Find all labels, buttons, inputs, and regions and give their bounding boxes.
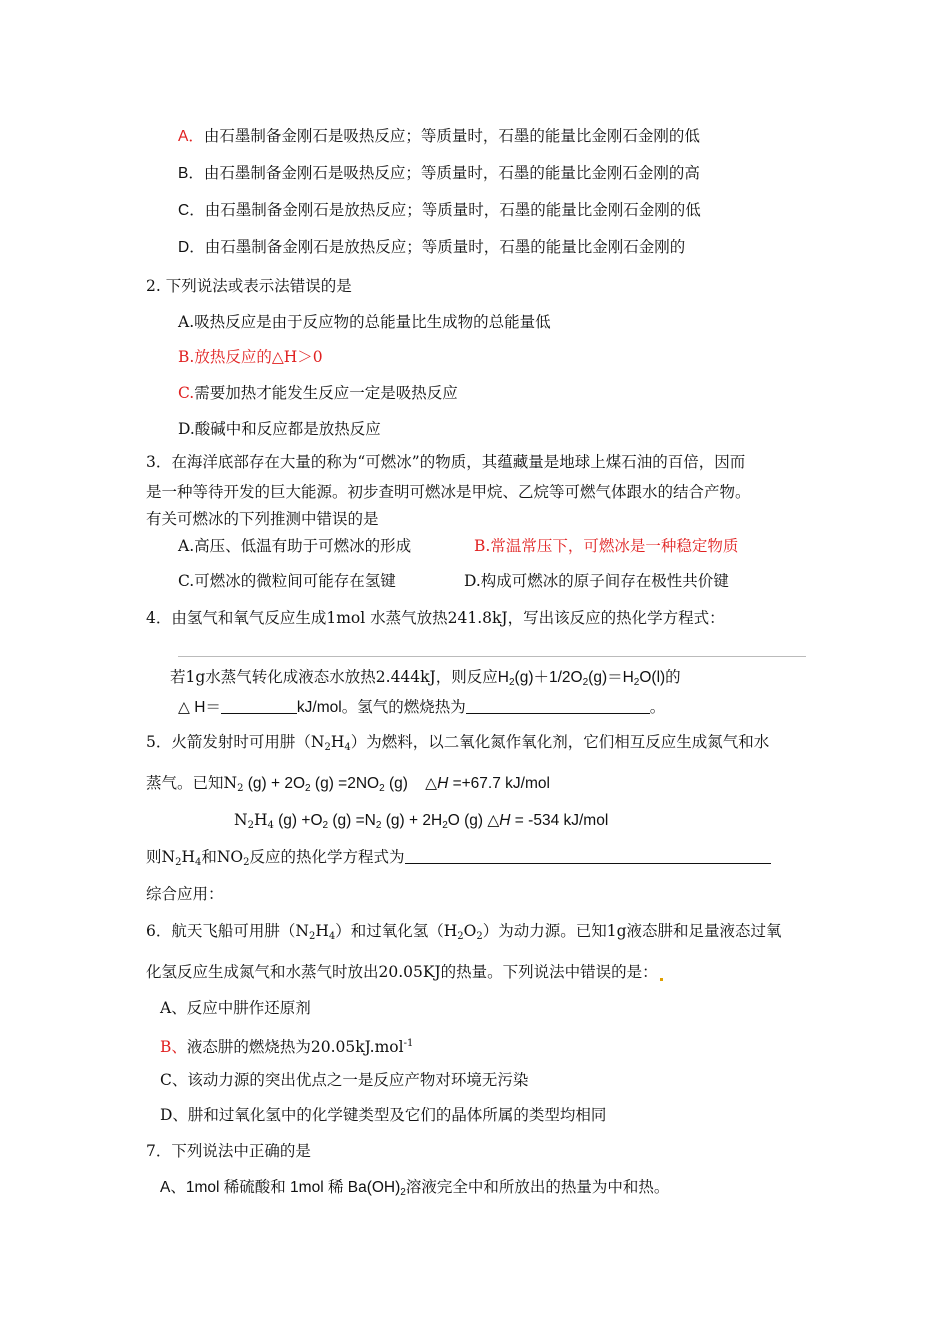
text: 反应的热化学方程式为 <box>249 848 405 866</box>
eq-part: (g)＝H <box>588 669 634 686</box>
q1-option-b <box>178 163 700 184</box>
q7-option-a <box>160 1178 669 1203</box>
text: 。 <box>649 699 666 716</box>
q5-stem <box>146 732 769 758</box>
text: ）为动力源。已知1g液态肼和足量液态过氧 <box>482 922 782 940</box>
subscript: 2 <box>633 677 640 688</box>
text: 若1g水蒸气转化成液态水放热2.444kJ，则反应 <box>170 668 498 686</box>
q3-option-c <box>178 571 396 591</box>
text: 5．火箭发射时可用肼（N <box>146 733 325 751</box>
subscript: 4 <box>267 820 274 831</box>
superscript: -1 <box>403 1038 414 1049</box>
equation <box>498 669 681 686</box>
subscript: 2 <box>324 742 331 753</box>
option-letter: B、 <box>160 1038 187 1056</box>
subscript: 2 <box>237 783 244 794</box>
subscript: 2 <box>508 677 515 688</box>
subscript: 2 <box>322 820 329 831</box>
option-letter: C. <box>178 384 195 402</box>
text: kJ/mol。氢气的燃烧热为 <box>296 699 466 716</box>
eq-part: (g) + 2O <box>243 775 306 792</box>
q2-stem: 2. 下列说法或表示法错误的是 <box>146 277 352 295</box>
text: 溶液完全中和所放出的热量为中和热。 <box>405 1179 670 1196</box>
eq-part: (g) +O <box>273 812 323 829</box>
q3-option-d: D.构成可燃冰的原子间存在极性共价键 <box>464 572 729 590</box>
option-text: 由石墨制备金刚石是放热反应；等质量时，石墨的能量比金刚石金刚的 <box>204 238 686 256</box>
option-text: C.可燃冰的微粒间可能存在氢键 <box>178 572 396 590</box>
q2-option-c <box>178 383 458 403</box>
q5-ask <box>146 847 771 873</box>
subscript: 2 <box>457 931 464 942</box>
eq-part: (g) =N <box>328 812 376 829</box>
q1-option-a <box>178 126 700 147</box>
option-letter: D． <box>178 239 205 256</box>
text: A、1mol 稀硫酸和 1mol 稀 Ba(OH) <box>160 1179 401 1196</box>
subscript: 2 <box>476 931 483 942</box>
q5-equation-1 <box>146 773 550 799</box>
mark-dot <box>660 978 663 981</box>
text: ）和过氧化氢（H <box>335 922 458 940</box>
eq-part: = -534 kJ/mol <box>510 812 609 829</box>
text: 6．航天飞船可用肼（N <box>146 922 309 940</box>
option-letter: B． <box>178 165 204 182</box>
eq-part: (g) =2NO <box>310 775 380 792</box>
text: 则N <box>146 848 176 866</box>
q1-option-c <box>178 200 701 221</box>
text: 蒸气。已知N <box>146 774 238 792</box>
option-letter: C． <box>178 202 205 219</box>
q4-stem: 4．由氢气和氧气反应生成1mol 水蒸气放热241.8kJ，写出该反应的热化学方程式： <box>146 609 725 627</box>
subscript: 2 <box>442 820 448 831</box>
text: ）为燃料，以二氧化氮作氧化剂，它们相互反应生成氮气和水 <box>350 733 770 751</box>
text: △ H＝ <box>178 699 221 716</box>
subscript: 4 <box>194 857 202 868</box>
subscript: 4 <box>328 931 336 942</box>
text: 化氢反应生成氮气和水蒸气时放出20.05KJ的热量。下列说法中错误的是： <box>146 963 658 981</box>
eq-part: (g) △ <box>384 775 438 792</box>
equation <box>243 775 549 792</box>
q6-option-d: D、肼和过氧化氢中的化学键类型及它们的晶体所属的类型均相同 <box>160 1106 607 1124</box>
option-text: 液态肼的燃烧热为20.05kJ.mol <box>186 1038 404 1056</box>
option-text: 由石墨制备金刚石是吸热反应；等质量时，石墨的能量比金刚石金刚的高 <box>203 164 700 182</box>
eq-part: O(l)的 <box>639 669 681 686</box>
q3-stem-line2: 是一种等待开发的巨大能源。初步查明可燃冰是甲烷、乙烷等可燃气体跟水的结合产物。 <box>146 483 751 501</box>
q3-stem-line1: 3．在海洋底部存在大量的称为“可燃冰”的物质，其蕴藏量是地球上煤石油的百倍，因而 <box>146 453 746 471</box>
equation <box>274 812 608 829</box>
text: H <box>330 733 345 751</box>
option-letter: A． <box>178 128 204 145</box>
answer-rule <box>178 656 806 657</box>
q2-option-d: D.酸碱中和反应都是放热反应 <box>178 420 381 438</box>
subscript: 4 <box>344 742 351 753</box>
text: H <box>181 848 195 866</box>
subscript: 2 <box>379 783 385 794</box>
eq-part: =+67.7 kJ/mol <box>448 775 550 792</box>
answer-blank[interactable] <box>466 699 650 714</box>
q3-stem-line3: 有关可燃冰的下列推测中错误的是 <box>146 510 379 528</box>
q6-stem-line1 <box>146 921 782 947</box>
subscript: 2 <box>375 820 382 831</box>
text: N <box>234 811 248 829</box>
option-text: 需要加热才能发生反应一定是吸热反应 <box>194 384 458 402</box>
q3-option-a: A.高压、低温有助于可燃冰的形成 <box>178 537 412 555</box>
q2-option-b: B.放热反应的△H＞0 <box>178 348 323 366</box>
eq-part: H <box>497 669 509 686</box>
text: H <box>315 922 329 940</box>
q6-stem-line2 <box>146 962 663 982</box>
answer-blank[interactable] <box>221 699 297 714</box>
q4-line2 <box>170 667 681 693</box>
eq-part: H <box>437 775 449 792</box>
q3-option-b: B.常温常压下，可燃冰是一种稳定物质 <box>474 537 739 555</box>
q6-option-c: C、该动力源的突出优点之一是反应产物对环境无污染 <box>160 1071 529 1089</box>
option-text: 由石墨制备金刚石是放热反应；等质量时，石墨的能量比金刚石金刚的低 <box>204 201 701 219</box>
answer-blank[interactable] <box>405 849 771 864</box>
q1-option-d <box>178 237 685 258</box>
text: 和NO <box>201 848 244 866</box>
q2-option-a: A.吸热反应是由于反应物的总能量比生成物的总能量低 <box>178 313 551 331</box>
q5-equation-2 <box>234 810 608 836</box>
eq-part: H <box>499 812 511 829</box>
subscript: 2 <box>400 1187 406 1198</box>
q6-option-a: A、反应中肼作还原剂 <box>160 999 311 1017</box>
text: O <box>463 922 477 940</box>
subscript: 2 <box>175 857 182 868</box>
subscript: 2 <box>247 820 254 831</box>
q6-option-b <box>160 1034 413 1057</box>
subscript: 2 <box>308 931 316 942</box>
option-text: 由石墨制备金刚石是吸热反应；等质量时，石墨的能量比金刚石金刚的低 <box>203 127 700 145</box>
subscript: 2 <box>582 677 589 688</box>
eq-part: (g)＋1/2O <box>514 669 583 686</box>
subscript: 2 <box>305 783 311 794</box>
q7-stem: 7．下列说法中正确的是 <box>146 1142 311 1160</box>
eq-part: O (g) △ <box>447 812 500 829</box>
text: H <box>253 811 268 829</box>
subscript: 2 <box>243 857 250 868</box>
q4-line3 <box>178 698 665 718</box>
eq-part: (g) + 2H <box>381 812 443 829</box>
section-heading: 综合应用： <box>146 885 224 903</box>
